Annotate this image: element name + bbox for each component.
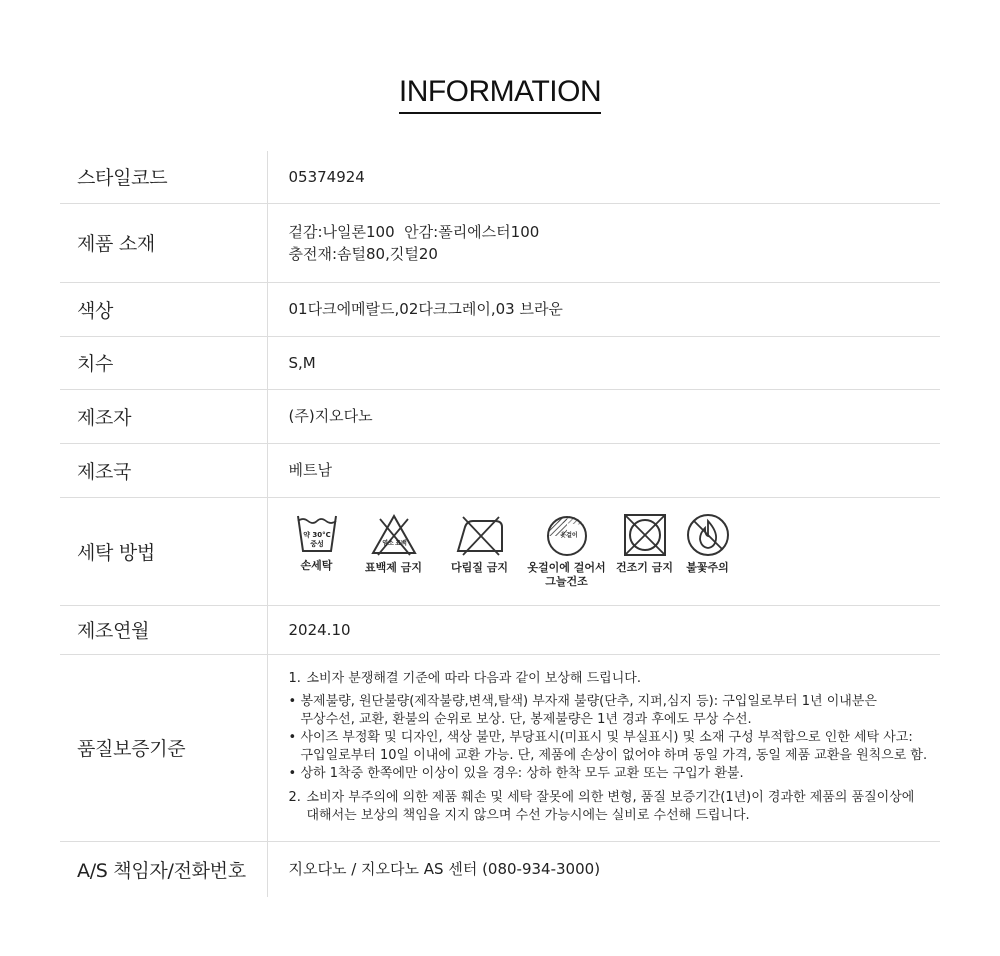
label-style-code: 스타일코드: [60, 151, 267, 203]
quality-bullets: [289, 693, 941, 783]
quality-p2: 2. 소비자 부주의에 의한 제품 훼손 및 세탁 잘못에 의한 변형, 품질 보증기간(1년)이 경과한 제품의 품질이상에 대해서는 보상의 책임을 지지 않으며 수선 가능시에는 실비로 수선해 드립니다.: [288, 790, 915, 823]
hang-dry-shade-icon: [544, 513, 590, 557]
value-maker: (주)지오다노: [288, 407, 373, 425]
caption-no-iron: 다림질 금지: [451, 561, 508, 574]
washing-icons: [282, 513, 941, 589]
product-info-table: [60, 151, 940, 897]
row-maker: [60, 389, 940, 443]
page-title: INFORMATION: [399, 74, 601, 114]
no-tumble-dry-icon: [623, 513, 667, 557]
label-country: 제조국: [60, 443, 267, 497]
value-as: 지오다노 / 지오다노 AS 센터 (080-934-3000): [288, 860, 601, 879]
quality-bullet: • 상하 1착중 한쪽에만 이상이 있을 경우: 상하 한착 모두 교환 또는 구입가 환불.: [288, 766, 744, 781]
label-material: 제품 소재: [60, 203, 267, 282]
no-bleach-icon: [370, 513, 418, 557]
material-line-2: 충전재:솜털80,깃털20: [288, 244, 438, 263]
caption-fire: 불꽃주의: [686, 561, 729, 574]
value-style-code: 05374924: [288, 167, 365, 186]
value-size: S,M: [288, 353, 316, 372]
wash-item-bleach: [352, 513, 436, 575]
value-washing: [267, 497, 940, 605]
quality-bullet: • 봉제불량, 원단불량(제작불량,변색,탈색) 부자재 불량(단추, 지퍼,심지 등): 구입일로부터 1년 이내분은 무상수선, 교환, 환불의 순위로 보상. 단, 봉제불량은 1년 경과 후에도 무상 수선.: [288, 694, 877, 727]
row-color: [60, 282, 940, 336]
label-as: A/S 책임자/전화번호: [60, 841, 267, 897]
quality-text: [289, 670, 941, 825]
wash-item-tumble: [610, 513, 680, 575]
svg-text:표백: 표백: [394, 540, 407, 547]
value-country: 베트남: [288, 461, 332, 479]
row-as: [60, 841, 940, 897]
wash-item-hand: [282, 513, 352, 573]
row-size: [60, 336, 940, 389]
fire-caution-icon: [686, 513, 730, 557]
page-title-wrap: [0, 74, 1000, 114]
row-quality: [60, 654, 940, 841]
wash-item-fire: [680, 513, 736, 575]
label-color: 색상: [60, 282, 267, 336]
label-size: 치수: [60, 336, 267, 389]
wash-item-iron: [436, 513, 524, 575]
caption-no-tumble: 건조기 금지: [616, 561, 673, 574]
caption-hand-wash: 손세탁: [300, 559, 333, 572]
row-country: [60, 443, 940, 497]
value-material: [267, 203, 940, 282]
value-color: 01다크에메랄드,02다크그레이,03 브라운: [288, 300, 563, 318]
caption-no-bleach: 표백제 금지: [365, 561, 422, 574]
hand-wash-icon: [295, 513, 339, 555]
quality-bullet: • 사이즈 부정확 및 디자인, 색상 불만, 부당표시(미표시 및 부실표시) 및 소재 구성 부적합으로 인한 세탁 사고: 구입일로부터 10일 이내에 교환 가능. 단, 제품에 손상이 없어야 하며 동일 가격, 동일 제품 교환을 원칙으로 함.: [288, 730, 928, 763]
caption-hang-dry: 옷걸이에 걸어서 그늘건조: [527, 561, 606, 588]
value-quality: [267, 654, 940, 841]
quality-p1: 1. 소비자 분쟁해결 기준에 따라 다음과 같이 보상해 드립니다.: [288, 671, 641, 686]
value-date: 2024.10: [288, 620, 351, 639]
hand-wash-temp: 약 30°C: [302, 531, 331, 539]
row-date: [60, 605, 940, 654]
label-quality: 품질보증기준: [60, 654, 267, 841]
svg-text:염소: 염소: [381, 540, 394, 547]
label-washing: 세탁 방법: [60, 497, 267, 605]
hand-wash-neutral: 중성: [309, 540, 324, 548]
row-washing: [60, 497, 940, 605]
row-material: [60, 203, 940, 282]
label-date: 제조연월: [60, 605, 267, 654]
svg-text:옷걸이: 옷걸이: [559, 532, 578, 539]
row-style-code: [60, 151, 940, 203]
wash-item-hang-dry: [524, 513, 610, 589]
label-maker: 제조자: [60, 389, 267, 443]
no-iron-icon: [455, 513, 505, 557]
material-line-1: 겉감:나일론100 안감:폴리에스터100: [288, 222, 540, 241]
